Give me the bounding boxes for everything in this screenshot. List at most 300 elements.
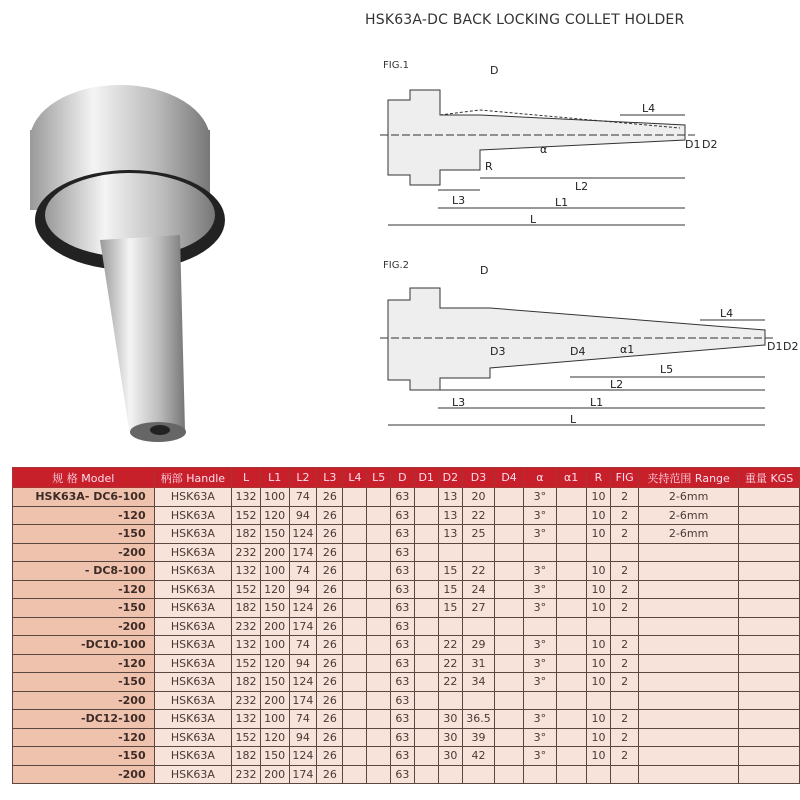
table-cell [639, 710, 739, 729]
table-cell: 2 [611, 747, 639, 766]
table-cell [494, 728, 523, 747]
table-cell: 30 [438, 728, 462, 747]
svg-text:D: D [490, 64, 499, 77]
table-cell: 2 [611, 673, 639, 692]
fig1-label: FIG.1 [383, 60, 409, 71]
table-cell: 26 [317, 617, 343, 636]
column-header: L5 [367, 468, 391, 488]
table-cell: 232 [232, 543, 261, 562]
table-cell: 200 [260, 691, 289, 710]
table-cell: 74 [289, 488, 317, 507]
table-cell: HSK63A [154, 673, 232, 692]
table-cell: 174 [289, 691, 317, 710]
table-cell [438, 765, 462, 784]
table-cell [367, 673, 391, 692]
table-cell: 10 [586, 636, 610, 655]
table-cell: 3° [524, 506, 556, 525]
table-cell [414, 543, 438, 562]
table-cell [611, 765, 639, 784]
table-cell: 13 [438, 488, 462, 507]
table-cell [556, 506, 586, 525]
table-cell: 152 [232, 728, 261, 747]
table-row [13, 488, 800, 507]
svg-text:L5: L5 [660, 363, 674, 376]
model-cell: -120 [13, 728, 155, 747]
model-cell: - DC8-100 [13, 562, 155, 581]
svg-text:L4: L4 [642, 102, 656, 115]
table-cell: 94 [289, 654, 317, 673]
table-cell [343, 673, 367, 692]
table-cell: HSK63A [154, 636, 232, 655]
column-header: 重量 KGS [739, 468, 800, 488]
table-cell [639, 617, 739, 636]
column-header: L1 [260, 468, 289, 488]
table-row [13, 543, 800, 562]
table-cell: 3° [524, 636, 556, 655]
table-cell [367, 506, 391, 525]
table-cell: HSK63A [154, 506, 232, 525]
table-cell [414, 506, 438, 525]
table-cell: 2 [611, 488, 639, 507]
figure-1 [380, 60, 800, 244]
table-cell: 182 [232, 525, 261, 544]
table-cell: 200 [260, 617, 289, 636]
table-cell [414, 488, 438, 507]
table-cell [739, 599, 800, 618]
table-cell: 13 [438, 506, 462, 525]
table-cell: 26 [317, 710, 343, 729]
table-cell [367, 599, 391, 618]
table-cell: 100 [260, 488, 289, 507]
table-cell: 94 [289, 580, 317, 599]
table-cell [414, 747, 438, 766]
table-cell: 10 [586, 673, 610, 692]
table-cell: 152 [232, 506, 261, 525]
table-cell [639, 543, 739, 562]
table-cell [739, 636, 800, 655]
table-cell: 20 [463, 488, 495, 507]
table-cell: 26 [317, 543, 343, 562]
table-cell: 100 [260, 710, 289, 729]
svg-text:L1: L1 [590, 396, 604, 409]
model-cell: -200 [13, 543, 155, 562]
table-cell: 63 [391, 636, 414, 655]
table-cell: 124 [289, 599, 317, 618]
column-header: D1 [414, 468, 438, 488]
column-header: D3 [463, 468, 495, 488]
table-cell: 29 [463, 636, 495, 655]
table-cell [494, 488, 523, 507]
table-cell [343, 765, 367, 784]
table-cell [739, 728, 800, 747]
svg-text:D2: D2 [702, 138, 718, 151]
table-cell [739, 691, 800, 710]
table-cell: 26 [317, 488, 343, 507]
table-cell [556, 543, 586, 562]
model-cell: HSK63A- DC6-100 [13, 488, 155, 507]
table-cell [739, 654, 800, 673]
table-cell [586, 617, 610, 636]
table-cell [343, 636, 367, 655]
table-cell: 63 [391, 543, 414, 562]
table-cell: HSK63A [154, 654, 232, 673]
table-cell: HSK63A [154, 580, 232, 599]
table-row [13, 617, 800, 636]
table-cell: 182 [232, 599, 261, 618]
table-cell [414, 710, 438, 729]
table-cell [524, 543, 556, 562]
column-header: 规 格 Model [13, 468, 155, 488]
column-header: R [586, 468, 610, 488]
table-cell: 232 [232, 765, 261, 784]
table-cell [343, 617, 367, 636]
table-cell: HSK63A [154, 543, 232, 562]
table-cell [343, 562, 367, 581]
table-cell [639, 580, 739, 599]
table-cell: 26 [317, 562, 343, 581]
table-cell: 232 [232, 617, 261, 636]
table-cell: 174 [289, 765, 317, 784]
table-cell [414, 673, 438, 692]
table-cell [586, 543, 610, 562]
column-header: α1 [556, 468, 586, 488]
table-cell [556, 488, 586, 507]
table-cell [494, 710, 523, 729]
table-cell [494, 691, 523, 710]
table-cell [343, 599, 367, 618]
table-row [13, 728, 800, 747]
table-cell: 150 [260, 525, 289, 544]
table-cell: 74 [289, 562, 317, 581]
table-cell [414, 691, 438, 710]
table-cell [367, 728, 391, 747]
table-cell [414, 728, 438, 747]
table-cell: 34 [463, 673, 495, 692]
table-cell [414, 617, 438, 636]
fig2-label: FIG.2 [383, 260, 409, 271]
table-cell: 2 [611, 525, 639, 544]
table-cell: 132 [232, 562, 261, 581]
column-header: 柄部 Handle [154, 468, 232, 488]
table-cell [739, 747, 800, 766]
model-cell: -120 [13, 506, 155, 525]
table-cell [367, 691, 391, 710]
figure-2 [380, 260, 800, 444]
table-cell: HSK63A [154, 599, 232, 618]
model-cell: -150 [13, 525, 155, 544]
table-cell [414, 562, 438, 581]
table-cell: 63 [391, 599, 414, 618]
column-header: D4 [494, 468, 523, 488]
table-cell [343, 691, 367, 710]
table-cell: 232 [232, 691, 261, 710]
table-cell [343, 580, 367, 599]
table-cell: 15 [438, 580, 462, 599]
column-header: D [391, 468, 414, 488]
svg-text:L2: L2 [610, 378, 624, 391]
table-cell: 2-6mm [639, 488, 739, 507]
table-cell: 26 [317, 765, 343, 784]
table-cell: 63 [391, 673, 414, 692]
table-cell: 150 [260, 673, 289, 692]
table-cell: 10 [586, 710, 610, 729]
table-cell [556, 580, 586, 599]
svg-text:α: α [540, 143, 548, 156]
column-header: D2 [438, 468, 462, 488]
column-header: L [232, 468, 261, 488]
table-cell [343, 488, 367, 507]
table-cell: HSK63A [154, 691, 232, 710]
table-cell [739, 543, 800, 562]
table-cell [556, 710, 586, 729]
table-cell [739, 617, 800, 636]
table-cell [494, 636, 523, 655]
table-cell: 100 [260, 562, 289, 581]
table-cell: 27 [463, 599, 495, 618]
table-cell: 3° [524, 562, 556, 581]
table-cell: 63 [391, 654, 414, 673]
table-cell: 15 [438, 599, 462, 618]
table-row [13, 691, 800, 710]
table-cell [494, 562, 523, 581]
table-cell: 3° [524, 710, 556, 729]
table-cell: 63 [391, 525, 414, 544]
table-cell: 10 [586, 488, 610, 507]
table-cell: 30 [438, 747, 462, 766]
table-cell: 13 [438, 525, 462, 544]
table-header [13, 468, 800, 488]
table-cell: 10 [586, 580, 610, 599]
table-cell [343, 506, 367, 525]
table-cell: 26 [317, 599, 343, 618]
model-cell: -DC12-100 [13, 710, 155, 729]
table-cell: 22 [438, 636, 462, 655]
svg-text:D1: D1 [685, 138, 701, 151]
table-cell: 182 [232, 747, 261, 766]
table-cell: 2 [611, 636, 639, 655]
table-cell: 94 [289, 728, 317, 747]
table-cell: 63 [391, 506, 414, 525]
table-cell [367, 654, 391, 673]
table-cell: 174 [289, 617, 317, 636]
table-cell: 22 [438, 673, 462, 692]
svg-text:R: R [485, 160, 493, 173]
table-cell [494, 673, 523, 692]
table-cell: HSK63A [154, 617, 232, 636]
table-cell: 74 [289, 636, 317, 655]
table-cell: 94 [289, 506, 317, 525]
table-cell [494, 525, 523, 544]
table-cell: 10 [586, 525, 610, 544]
table-cell [367, 617, 391, 636]
table-cell [367, 562, 391, 581]
table-cell: 26 [317, 728, 343, 747]
table-cell [414, 636, 438, 655]
table-cell [611, 543, 639, 562]
table-cell: 42 [463, 747, 495, 766]
table-cell [367, 710, 391, 729]
model-cell: -200 [13, 691, 155, 710]
table-cell: 63 [391, 617, 414, 636]
table-cell [343, 654, 367, 673]
table-cell: 10 [586, 747, 610, 766]
table-cell: 2 [611, 506, 639, 525]
table-cell: 152 [232, 654, 261, 673]
table-cell: 10 [586, 728, 610, 747]
table-cell [343, 710, 367, 729]
table-cell: 2 [611, 562, 639, 581]
table-cell [494, 765, 523, 784]
table-cell: 120 [260, 506, 289, 525]
table-cell [556, 617, 586, 636]
table-cell: 100 [260, 636, 289, 655]
table-cell: 10 [586, 562, 610, 581]
table-cell: 2 [611, 710, 639, 729]
table-cell [639, 673, 739, 692]
table-cell [739, 525, 800, 544]
svg-text:L: L [570, 413, 577, 426]
page-title: HSK63A-DC BACK LOCKING COLLET HOLDER [365, 12, 685, 28]
table-cell: 124 [289, 673, 317, 692]
table-cell: 63 [391, 691, 414, 710]
table-cell [739, 562, 800, 581]
table-cell: 30 [438, 710, 462, 729]
table-cell: 150 [260, 599, 289, 618]
table-cell [739, 673, 800, 692]
svg-text:D: D [480, 264, 489, 277]
table-cell [739, 710, 800, 729]
table-cell [639, 765, 739, 784]
table-cell [367, 747, 391, 766]
table-cell: 63 [391, 728, 414, 747]
table-cell [367, 580, 391, 599]
table-row [13, 747, 800, 766]
table-cell [586, 765, 610, 784]
table-cell: 63 [391, 562, 414, 581]
table-cell [494, 617, 523, 636]
table-cell: HSK63A [154, 728, 232, 747]
table-row [13, 580, 800, 599]
table-cell [556, 691, 586, 710]
svg-text:L3: L3 [452, 194, 466, 207]
column-header: 夹持范围 Range [639, 468, 739, 488]
table-cell [494, 506, 523, 525]
svg-text:D3: D3 [490, 345, 506, 358]
table-cell: 26 [317, 747, 343, 766]
table-cell: 3° [524, 488, 556, 507]
table-cell [414, 580, 438, 599]
table-cell [494, 543, 523, 562]
model-cell: -200 [13, 617, 155, 636]
table-cell [739, 765, 800, 784]
column-header: α [524, 468, 556, 488]
model-cell: -150 [13, 599, 155, 618]
table-cell [438, 617, 462, 636]
table-cell: HSK63A [154, 562, 232, 581]
table-cell: 120 [260, 728, 289, 747]
table-cell [586, 691, 610, 710]
table-cell: 63 [391, 488, 414, 507]
table-cell [556, 728, 586, 747]
table-row [13, 710, 800, 729]
table-cell: 124 [289, 747, 317, 766]
table-cell: 3° [524, 525, 556, 544]
table-cell: 25 [463, 525, 495, 544]
table-cell [494, 580, 523, 599]
table-cell: 200 [260, 543, 289, 562]
table-cell: 10 [586, 654, 610, 673]
table-cell: 63 [391, 765, 414, 784]
table-cell: 124 [289, 525, 317, 544]
table-cell: 22 [463, 562, 495, 581]
table-cell [639, 599, 739, 618]
table-cell: HSK63A [154, 488, 232, 507]
table-cell [463, 543, 495, 562]
table-cell [494, 654, 523, 673]
table-cell: 10 [586, 599, 610, 618]
table-cell [556, 673, 586, 692]
table-cell: 2 [611, 654, 639, 673]
table-cell [524, 765, 556, 784]
table-cell [463, 617, 495, 636]
table-cell: 2 [611, 599, 639, 618]
table-cell: 36.5 [463, 710, 495, 729]
table-cell: 132 [232, 710, 261, 729]
table-cell: 15 [438, 562, 462, 581]
table-row [13, 765, 800, 784]
svg-text:L1: L1 [555, 196, 569, 209]
table-cell [556, 599, 586, 618]
column-header: FIG [611, 468, 639, 488]
svg-text:D4: D4 [570, 345, 586, 358]
model-cell: -DC10-100 [13, 636, 155, 655]
table-cell: 132 [232, 488, 261, 507]
table-cell: 26 [317, 654, 343, 673]
product-photo [10, 70, 330, 450]
table-cell [343, 525, 367, 544]
table-row [13, 525, 800, 544]
table-cell: 26 [317, 673, 343, 692]
table-row [13, 562, 800, 581]
table-cell [414, 525, 438, 544]
table-cell [639, 691, 739, 710]
table-cell [739, 506, 800, 525]
table-cell: 3° [524, 673, 556, 692]
table-cell [739, 488, 800, 507]
table-cell: 22 [438, 654, 462, 673]
table-cell [414, 654, 438, 673]
table-row [13, 599, 800, 618]
table-cell: 152 [232, 580, 261, 599]
table-cell [343, 543, 367, 562]
table-cell [739, 580, 800, 599]
svg-text:L2: L2 [575, 180, 589, 193]
table-row [13, 636, 800, 655]
table-cell [639, 654, 739, 673]
table-cell: 3° [524, 599, 556, 618]
table-cell: 2 [611, 580, 639, 599]
spec-table [12, 467, 800, 784]
table-cell: 3° [524, 654, 556, 673]
svg-text:α1: α1 [620, 343, 635, 356]
column-header: L4 [343, 468, 367, 488]
table-cell [524, 691, 556, 710]
svg-text:L4: L4 [720, 307, 734, 320]
table-cell: 24 [463, 580, 495, 599]
table-cell: 10 [586, 506, 610, 525]
table-cell: 132 [232, 636, 261, 655]
model-cell: -200 [13, 765, 155, 784]
